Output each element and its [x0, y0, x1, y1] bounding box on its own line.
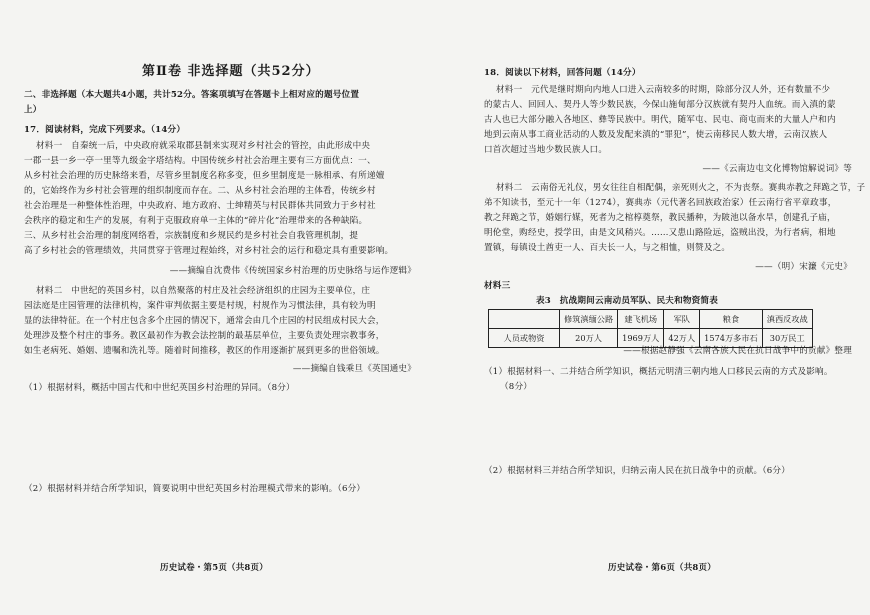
table-cell: 人员或物资 — [489, 329, 560, 348]
q18-material1-line: 材料一 元代是继时期向内地人口进入云南较多的时期，除部分汉人外，还有数量不少 — [496, 85, 831, 95]
page-footer-left: 历史试卷・第5页（共8页） — [160, 563, 268, 573]
q17-material1-line: 会秩序的稳定和生产的发展，有利于克服政府单一主体的“碎片化”治理带来的各种缺陷。 — [24, 216, 368, 226]
q17-material1-line: 高了乡村社会的管理绩效，共同贯穿于管理过程始终，对乡村社会的运行和稳定具有重要影响。 — [24, 246, 394, 256]
q18-question-2: （2）根据材料三并结合所学知识，归纳云南人民在抗日战争中的贡献。（6分） — [484, 466, 791, 476]
q17-material1-line: 三、从乡村社会治理的制度网络看，宗族制度和乡规民约是乡村社会自我管理机制，提 — [24, 231, 359, 241]
section-note-line-2: 上） — [24, 105, 42, 115]
q17-material2-line: 处理涉及整个村庄的事务。教区最初作为教会法控制的最基层单位，主要负责处理宗教事务， — [24, 331, 385, 341]
table-header-row — [489, 310, 813, 329]
q18-material2-source: ——（明）宋濂《元史》 — [755, 262, 852, 272]
q17-material1-line: 社会治理是一种整体性治理，中央政府、地方政府、士绅精英与村民群体共同致力于乡村社 — [24, 201, 376, 211]
q18-material2-line: 置镇，每镇设土酋吏一人、百夫长一人，与之相恤，则赞及之。 — [484, 243, 731, 253]
q18-material1-line: 地到云南从事工商业活动的人数及发配来滇的“罪犯”，使云南移民人数大增，云南汉族人 — [484, 130, 828, 140]
q17-material1-line: 材料一 自秦统一后，中央政府就采取郡县制来实现对乡村社会的管控，由此形成中央 — [36, 141, 371, 151]
page-footer-right: 历史试卷・第6页（共8页） — [608, 563, 716, 573]
q18-question-1-line: （8分） — [500, 382, 533, 392]
q17-material2-source: ——摘编自钱乘旦《英国通史》 — [292, 364, 416, 374]
right-page — [440, 0, 870, 615]
table-cell: 30万民工 — [762, 329, 812, 348]
q18-material2-line: 弟不知读书，至元十一年（1274），赛典赤（元代著名回族政治家）任云南行省平章政事， — [484, 198, 837, 208]
section-note-line-1: 二、非选择题（本大题共4小题，共计52分。答案项填写在答题卡上相对应的题号位置 — [24, 90, 360, 100]
q18-material2-line: 材料二 云南俗无礼仪，男女往往自相配偶，亲死则火之，不为丧祭。赛典赤教之拜跪之节，子 — [496, 183, 866, 193]
q17-question-2: （2）根据材料并结合所学知识，简要说明中世纪英国乡村治理模式带来的影响。（6分） — [24, 484, 366, 494]
table-header-cell: 建飞机场 — [618, 310, 664, 329]
table-source: ——根据赵静强《云南各族人民在抗日战争中的贡献》整理 — [623, 346, 852, 356]
q18-material2-line: 教之拜跪之节，婚姻行媒，死者为之棺椁奠祭，教民播种，为陂池以备水旱，创建孔子庙， — [484, 213, 836, 223]
q17-material2-line: 材料二 中世纪的英国乡村，以自然聚落的村庄及社会经济组织的庄园为主要单位，庄 — [36, 286, 371, 296]
q17-material2-line: 显的法律特征。在一个村庄包含多个庄园的情况下，通常会由几个庄园的村民组成村民大会， — [24, 316, 385, 326]
table-header-cell: 修筑滇缅公路 — [560, 310, 618, 329]
table-cell: 1969万人 — [618, 329, 664, 348]
table-header-cell — [489, 310, 560, 329]
q18-question-1-line: （1）根据材料一、二并结合所学知识，概括元明清三朝内地人口移民云南的方式及影响。 — [484, 367, 833, 377]
q18-material1-line: 的蒙古人、回回人、契丹人等少数民族，今保山施甸部分汉族就有契丹人血统。而入滇的蒙 — [484, 100, 836, 110]
q18-material2-line: 明伦堂，购经史，授学田，由是文风稍兴。……又患山路险远，盗贼出没，为行者病，相地 — [484, 228, 836, 238]
q17-material1-source: ——摘编自沈费伟《传统国家乡村治理的历史脉络与运作逻辑》 — [169, 266, 416, 276]
q18-material3-label: 材料三 — [484, 281, 511, 291]
q17-material2-line: 如生老病死、婚姻、遗嘱和洗礼等。随着时间推移，教区的作用逐渐扩展到更多的世俗领域。 — [24, 346, 385, 356]
q17-material1-line: 一郡一县一乡一亭一里等九级金字塔结构。中国传统乡村社会治理主要有三方面优点：一、 — [24, 156, 376, 166]
q18-material1-line: 古人也已大部分融入各地区、彝等民族中。明代，随军屯、民屯、商屯而来的大量人户和内 — [484, 115, 836, 125]
q17-material1-line: 从乡村社会治理的历史脉络来看，尽管乡里制度名称多变，但乡里制度是一脉相承、有所递嬗 — [24, 171, 385, 181]
table-row — [489, 329, 813, 348]
table-cell: 20万人 — [560, 329, 618, 348]
q18-material1-source: ——《云南边屯文化博物馆解说词》等 — [702, 164, 852, 174]
mobilization-table — [488, 309, 813, 348]
table-header-cell: 滇西反攻战 — [762, 310, 812, 329]
table-title: 表3 抗战期间云南动员军队、民夫和物资简表 — [536, 296, 719, 306]
q17-header: 17．阅读材料，完成下列要求。（14分） — [24, 125, 186, 135]
q17-question-1: （1）根据材料，概括中国古代和中世纪英国乡村治理的异同。（8分） — [24, 383, 295, 393]
q18-header: 18．阅读以下材料，回答问题（14分） — [484, 68, 641, 78]
table-cell: 1574万多市石 — [700, 329, 763, 348]
table-header-cell: 粮食 — [700, 310, 763, 329]
q17-material2-line: 园法庭是庄园管理的法律机构，案件审判依据主要是村规，村规作为习惯法律，具有较为明 — [24, 301, 376, 311]
q17-material1-line: 的，它始终作为乡村社会管理的组织制度而存在。二、从乡村社会治理的主体看，传统乡村 — [24, 186, 376, 196]
table-cell: 42万人 — [664, 329, 700, 348]
table-header-cell: 军队 — [664, 310, 700, 329]
q18-material1-line: 口首次超过当地少数民族人口。 — [484, 145, 608, 155]
section-title: 第Ⅱ卷 非选择题（共52分） — [142, 64, 320, 79]
